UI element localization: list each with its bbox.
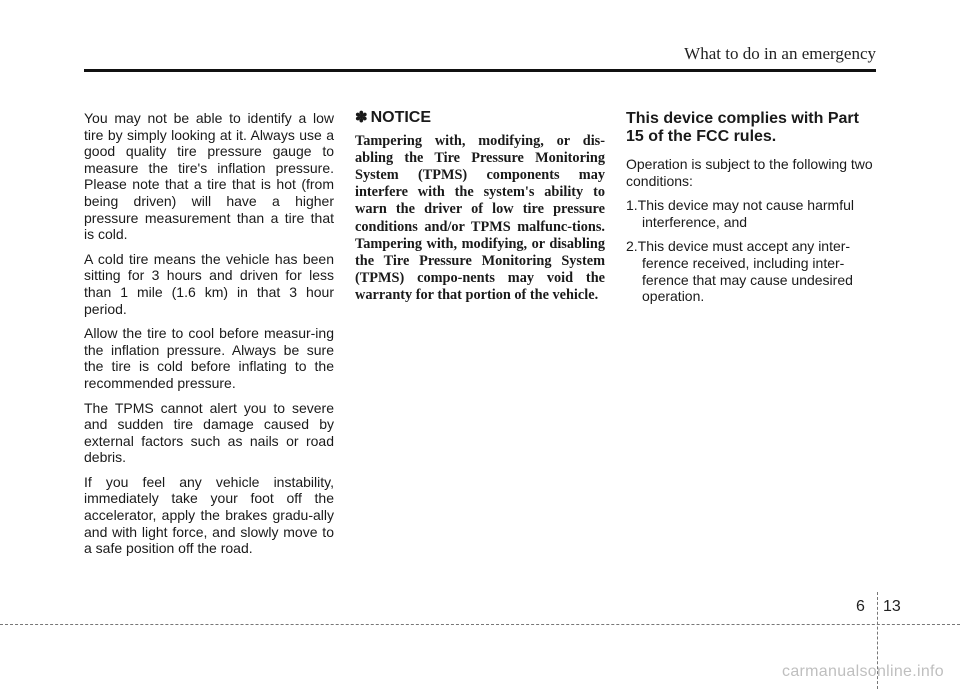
paragraph-cold-tire: A cold tire means the vehicle has been sitting for 3 hours and driven for less than 1 mile (1.6 km) in that 3 hour period. bbox=[84, 250, 334, 317]
paragraph-tpms-limits: The TPMS cannot alert you to severe and sudden tire damage caused by external factors such as nails or road debris. bbox=[84, 399, 334, 466]
watermark: carmanualsonline.info bbox=[782, 663, 944, 680]
notice-body: Tampering with, modifying, or dis-abling the Tire Pressure Monitoring System (TPMS) components may interfere with the system's ability to warn the driver of low tire pressure conditions and/or TPMS malfunc-tions. Tampering with, modifying, or disabling the Tire Pressure Monitoring System (TPMS) compo-nents may void the warranty for that portion of the vehicle. bbox=[355, 132, 605, 304]
fcc-condition-2: 2.This device must accept any inter-ference received, including inter-ference that may cause undesired operation. bbox=[626, 238, 853, 305]
header-rule bbox=[84, 69, 876, 72]
fcc-condition-1: 1.This device may not cause harmful interference, and bbox=[626, 197, 854, 230]
notice-icon: ✽ bbox=[355, 109, 368, 126]
section-title: What to do in an emergency bbox=[684, 44, 876, 63]
tpms-text-column bbox=[84, 110, 334, 565]
notice-heading bbox=[355, 110, 605, 127]
fcc-intro: Operation is subject to the following two conditions: bbox=[626, 156, 873, 189]
paragraph-low-tire: You may not be able to identify a low tire by simply looking at it. Always use a good quality tire pressure gauge to measure the tire's inflation pressure. Please note that a tire that is hot (from being driven) will have a higher pressure measurement than a tire that is cold. bbox=[84, 110, 334, 243]
notice-title: NOTICE bbox=[370, 109, 432, 126]
fcc-column bbox=[626, 110, 876, 313]
fcc-heading: This device complies with Part 15 of the FCC rules. bbox=[626, 110, 859, 145]
page-number: 13 bbox=[883, 598, 901, 615]
paragraph-vehicle-instability: If you feel any vehicle instability, immediately take your foot off the accelerator, apply the brakes gradu-ally and with light force, and slowly move to a safe position off the road. bbox=[84, 473, 334, 557]
paragraph-cool-before-measuring: Allow the tire to cool before measur-ing the inflation pressure. Always be sure the tire is cold before inflating to the recommended pressure. bbox=[84, 325, 334, 391]
notice-box bbox=[355, 110, 605, 313]
footer-rule bbox=[0, 624, 960, 625]
chapter-number: 6 bbox=[856, 598, 865, 615]
